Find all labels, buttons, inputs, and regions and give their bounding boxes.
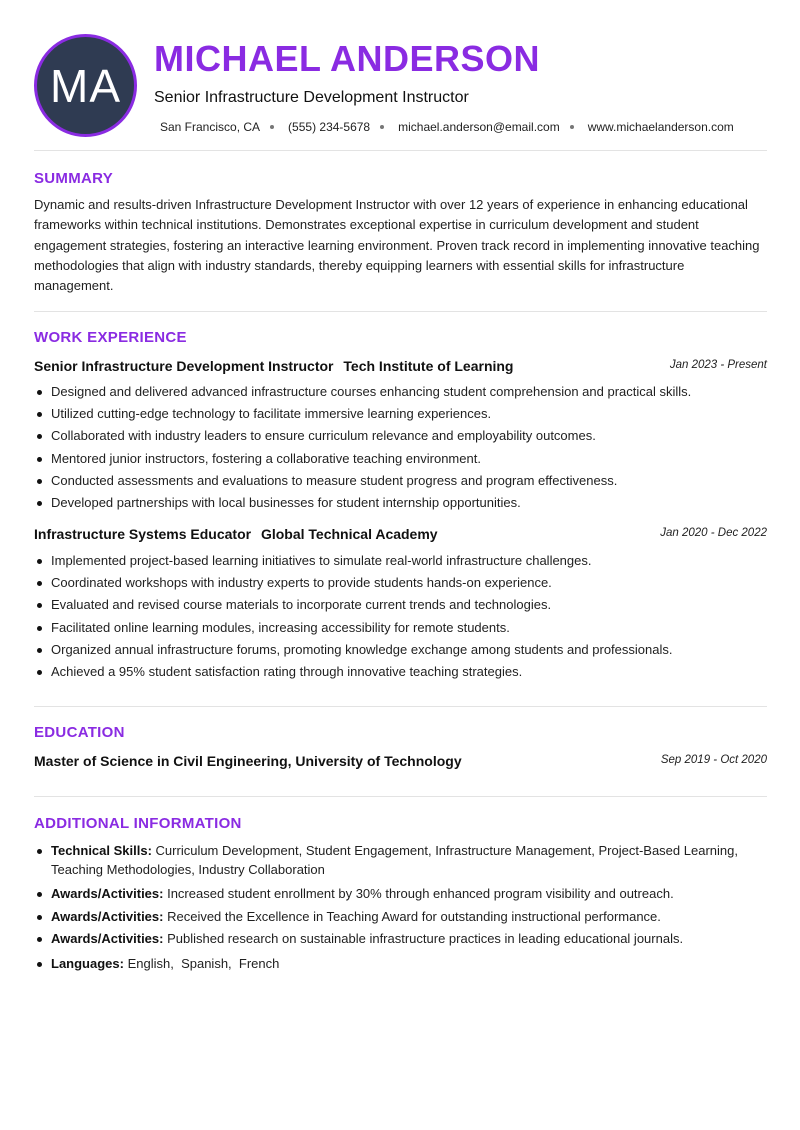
resume-header — [34, 34, 767, 150]
education-degree: Master of Science in Civil Engineering, University of Technology — [34, 753, 462, 769]
separator-dot — [570, 125, 574, 129]
contact-email[interactable]: michael.anderson@email.com — [398, 120, 560, 134]
candidate-title: Senior Infrastructure Development Instructor — [154, 89, 469, 106]
job-bullets — [34, 552, 767, 685]
section-divider — [34, 150, 767, 151]
list-item: Facilitated online learning modules, increasing accessibility for remote students. — [34, 619, 767, 641]
job-role: Senior Infrastructure Development Instructor — [34, 358, 334, 374]
list-item — [34, 930, 767, 949]
list-item: Designed and delivered advanced infrastructure courses enhancing student comprehension and practical skills. — [34, 383, 767, 405]
job-role: Infrastructure Systems Educator — [34, 526, 252, 542]
section-divider — [34, 311, 767, 312]
job-dates: Jan 2020 - Dec 2022 — [660, 527, 767, 539]
job-header — [34, 358, 767, 376]
contact-phone: (555) 234-5678 — [288, 120, 371, 134]
list-item: Developed partnerships with local businesses for student internship opportunities. — [34, 494, 767, 516]
section-divider — [34, 706, 767, 707]
job-company: Tech Institute of Learning — [343, 358, 514, 374]
additional-information-heading: ADDITIONAL INFORMATION — [34, 815, 242, 832]
education-dates: Sep 2019 - Oct 2020 — [660, 754, 767, 766]
job-company: Global Technical Academy — [260, 526, 438, 542]
list-item: Conducted assessments and evaluations to measure student progress and program effectiveness. — [34, 472, 767, 494]
job-bullets — [34, 383, 767, 516]
list-item — [34, 885, 767, 904]
list-item: Coordinated workshops with industry experts to provide students hands-on experience. — [34, 574, 767, 596]
candidate-name: MICHAEL ANDERSON — [154, 38, 541, 79]
item-text: Received the Excellence in Teaching Award for outstanding instructional performance. — [167, 908, 661, 924]
item-label: Awards/Activities: — [51, 931, 164, 946]
list-item — [34, 842, 767, 879]
item-label: Awards/Activities: — [51, 886, 164, 901]
list-item: Mentored junior instructors, fostering a collaborative teaching environment. — [34, 450, 767, 472]
contact-location: San Francisco, CA — [160, 120, 261, 134]
item-text: Curriculum Development, Student Engagement, Infrastructure Management, Project-Based Learning, Teaching Methodologies, Industry Collaboration — [51, 843, 738, 877]
list-item: Evaluated and revised course materials to incorporate current trends and technologies. — [34, 596, 767, 618]
list-item: Organized annual infrastructure forums, promoting knowledge exchange among students and professionals. — [34, 641, 767, 663]
additional-information-list — [34, 842, 767, 977]
list-item: Collaborated with industry leaders to ensure curriculum relevance and employability outcomes. — [34, 427, 767, 449]
contact-website[interactable]: www.michaelanderson.com — [587, 120, 734, 134]
contact-line — [160, 120, 734, 134]
work-experience-heading: WORK EXPERIENCE — [34, 329, 187, 346]
item-text: Published research on sustainable infrastructure practices in leading educational journals. — [167, 931, 684, 946]
avatar-initials: MA — [50, 59, 121, 112]
job-header — [34, 526, 767, 544]
item-label: Technical Skills: — [51, 843, 152, 858]
education-heading: EDUCATION — [34, 724, 125, 741]
list-item: Achieved a 95% student satisfaction rating through innovative teaching strategies. — [34, 663, 767, 685]
summary-heading: SUMMARY — [34, 170, 114, 187]
item-text: English, Spanish, French — [127, 955, 280, 971]
job-dates: Jan 2023 - Present — [669, 359, 767, 371]
list-item: Implemented project-based learning initiatives to simulate real-world infrastructure challenges. — [34, 552, 767, 574]
avatar — [34, 34, 137, 137]
list-item — [34, 908, 767, 927]
item-label: Awards/Activities: — [51, 908, 164, 924]
separator-dot — [380, 125, 384, 129]
list-item — [34, 955, 767, 974]
section-divider — [34, 796, 767, 797]
list-item: Utilized cutting-edge technology to facilitate immersive learning experiences. — [34, 405, 767, 427]
item-text: Increased student enrollment by 30% through enhanced program visibility and outreach. — [167, 886, 674, 901]
item-label: Languages: — [51, 955, 124, 971]
separator-dot — [270, 125, 274, 129]
summary-text: Dynamic and results-driven Infrastructure Development Instructor with over 12 years of experience in enhancing educational frameworks within technical institutions. Demonstrates exceptional expertise in curriculum development and student engagement strategies, fostering an interactive learning environment. Proven track record in implementing innovative teaching methodologies that align with industry standards, thereby equipping learners with essential skills for infrastructure management. — [34, 197, 760, 294]
education-entry — [34, 753, 767, 771]
